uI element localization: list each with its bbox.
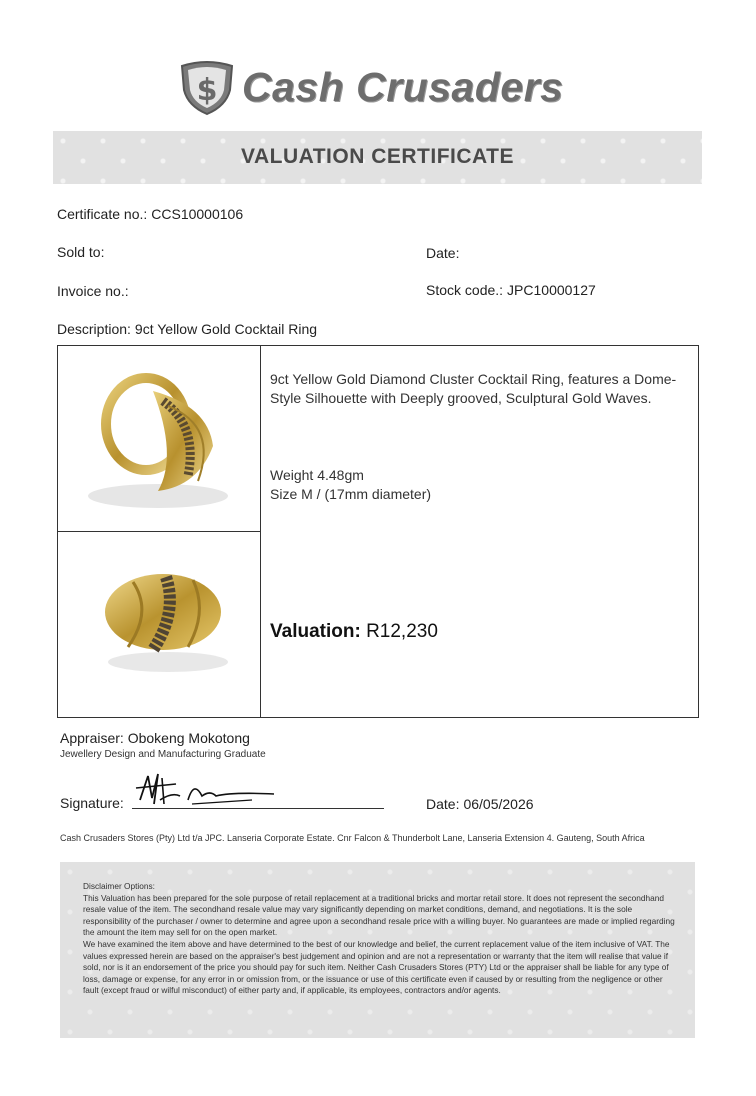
ring-photo-top	[58, 532, 260, 717]
title-banner	[53, 131, 702, 184]
disclaimer-box	[60, 862, 695, 1038]
ring-photo-side	[58, 346, 260, 530]
signature-label: Signature:	[60, 795, 124, 811]
stock-value: JPC10000127	[507, 282, 596, 298]
stock-code	[426, 282, 596, 298]
date-bottom-value: 06/05/2026	[463, 796, 534, 812]
page-title: VALUATION CERTIFICATE	[241, 145, 514, 168]
brand-name: Cash Crusaders	[242, 64, 564, 110]
item-details: 9ct Yellow Gold Diamond Cluster Cocktail Ring, features a Dome-Style Silhouette with Deeply grooved, Sculptural Gold Waves.	[270, 371, 677, 406]
item-size: Size M / (17mm diameter)	[270, 486, 432, 502]
svg-text:$: $	[196, 73, 218, 108]
date-top	[426, 245, 459, 261]
company-address: Cash Crusaders Stores (Pty) Ltd t/a JPC. Lanseria Corporate Estate. Cnr Falcon & Thunderbolt Lane, Lanseria Extension 4. Gauteng, South Africa	[60, 833, 645, 843]
description-value: 9ct Yellow Gold Cocktail Ring	[134, 321, 318, 337]
signature-image	[132, 770, 282, 812]
invoice-label: Invoice no.:	[57, 283, 129, 299]
certificate-number	[57, 206, 243, 222]
brand-logo	[176, 60, 586, 116]
item-weight: Weight 4.48gm	[270, 467, 364, 483]
description-label: Description:	[57, 321, 131, 337]
description	[57, 321, 317, 337]
appraiser-line: Appraiser: Obokeng Mokotong	[60, 730, 250, 746]
date-top-label: Date:	[426, 245, 460, 261]
sold-to-label: Sold to:	[57, 244, 105, 260]
sold-to	[57, 244, 104, 260]
date-bottom	[426, 796, 534, 812]
disclaimer-paragraph-2: We have examined the item above and have determined to the best of our knowledge and belief, the current replacement value of the item inclusive of VAT. The values expressed herein are based on the appraiser's best judgement and opinion and are not a representation or warranty that the item will realise that value if sold, nor is it an endorsement of the price you should pay for such item. Neither Cash Crusaders Stores (PTY) Ltd or the appraiser shall be liable for any type of loss, damage or expense, for any error in or omission from, or the issuance or use of this certificate even if caused by or resulting from the negligence or other fault (except fraud or wilful misconduct) of either party and, if applicable, its employees, contractors and/or agents.	[83, 938, 670, 996]
shield-dollar-icon	[176, 60, 238, 116]
disclaimer-paragraph-1: This Valuation has been prepared for the sole purpose of retail replacement at a traditional bricks and mortar retail store. It does not represent the secondhand resale value of the item. The secondhand resale value may vary significantly depending on market conditions, demand, and negotiations. It is the sole responsibility of the purchaser / owner to determine and agree upon a secondhand resale price with a willing buyer. No guarantees are made or implied regarding the amount the item may sell for on the open market.	[83, 892, 675, 938]
disclaimer-heading: Disclaimer Options:	[83, 881, 155, 891]
certificate-value: CCS10000106	[151, 206, 244, 222]
certificate-label: Certificate no.:	[57, 206, 148, 222]
invoice-number	[57, 283, 129, 299]
date-bottom-label: Date:	[426, 796, 460, 812]
appraiser-title: Jewellery Design and Manufacturing Graduate	[60, 749, 266, 760]
valuation-label: Valuation:	[270, 621, 361, 642]
valuation-value: R12,230	[366, 621, 438, 642]
stock-label: Stock code.:	[426, 282, 504, 298]
valuation	[270, 621, 438, 643]
